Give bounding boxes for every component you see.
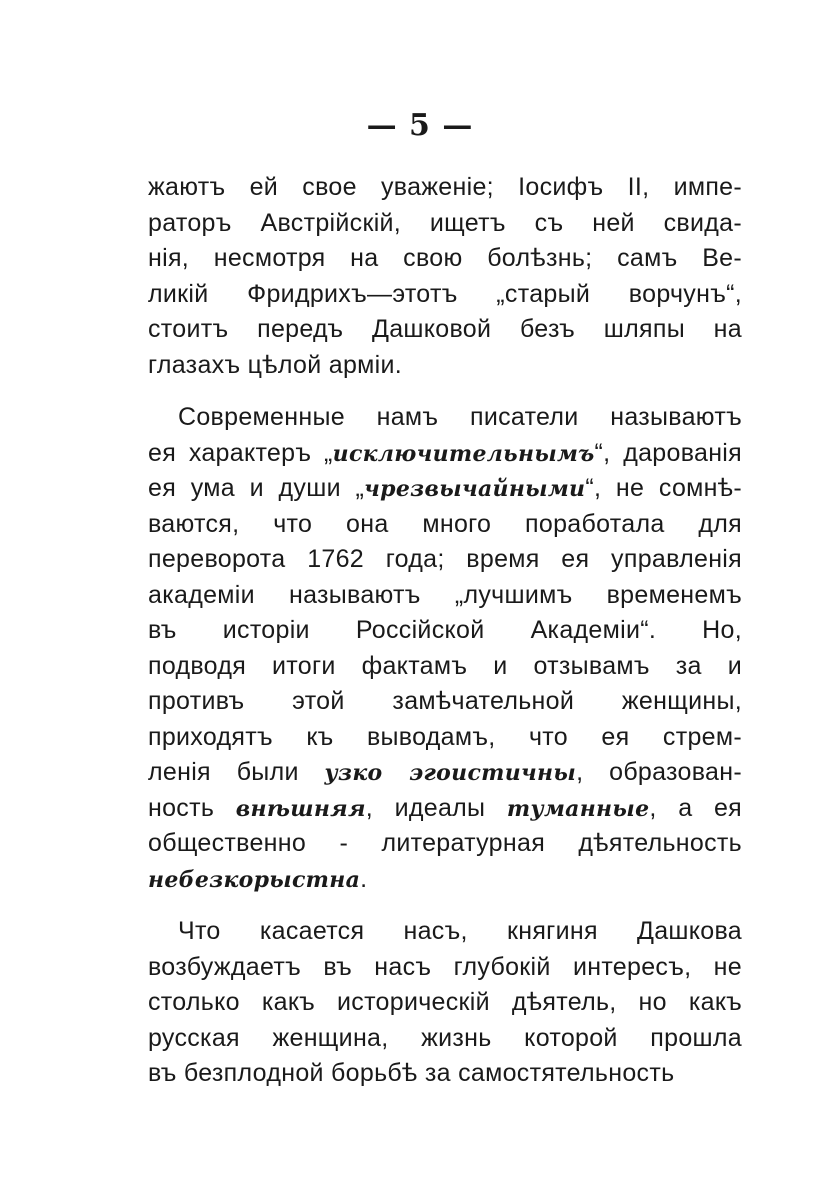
- text-run: Что касается насъ, княгиня Дашкова: [178, 917, 742, 945]
- text-line: [148, 312, 742, 348]
- text-run: возбуждаетъ въ насъ глубокій интересъ, не: [148, 952, 742, 981]
- text-run: подводя итоги фактамъ и отзывамъ за и: [148, 651, 742, 680]
- emphasized-text: исключительнымъ: [332, 440, 595, 467]
- text-line: [148, 241, 742, 277]
- text-run: русская женщина, жизнь которой прошла: [148, 1023, 742, 1052]
- text-line: [148, 950, 742, 986]
- emphasized-text: узко эгоистичны: [324, 760, 577, 786]
- text-run: приходятъ къ выводамъ, что ея стрем-: [148, 722, 742, 751]
- text-run: въ исторіи Россійской Академіи“. Но,: [148, 616, 742, 644]
- paragraph: [148, 400, 742, 897]
- text-line: [148, 542, 742, 578]
- paragraph-gap: [148, 383, 742, 400]
- text-run: , идеалы: [365, 793, 507, 822]
- text-line: [148, 684, 742, 720]
- text-run: раторъ Австрійскій, ищетъ съ ней свида-: [148, 208, 742, 237]
- text-line: [148, 649, 742, 685]
- text-line: [148, 862, 742, 898]
- text-run: академіи называютъ „лучшимъ временемъ: [148, 580, 742, 609]
- text-line: [148, 400, 742, 436]
- text-line: [148, 277, 742, 313]
- text-run: нія, несмотря на свою болѣзнь; самъ Ве-: [148, 244, 742, 272]
- paragraph: [148, 170, 742, 383]
- text-run: жаютъ ей свое уваженіе; Іосифъ II, импе-: [148, 173, 742, 201]
- text-run: ея характеръ „: [148, 438, 333, 467]
- text-line: [148, 206, 742, 242]
- text-run: ея ума и души „: [148, 474, 365, 502]
- text-line: [148, 755, 742, 791]
- text-line: [148, 826, 742, 862]
- text-line: [148, 578, 742, 614]
- emphasized-text: чрезвычайными: [364, 476, 586, 502]
- text-run: ленія были: [148, 758, 325, 786]
- text-line: [148, 914, 742, 950]
- text-line: [148, 348, 742, 384]
- text-line: [148, 170, 742, 206]
- text-line: [148, 791, 742, 827]
- text-run: .: [360, 864, 368, 893]
- text-line: [148, 613, 742, 649]
- paragraph-gap: [148, 897, 742, 914]
- text-line: [148, 471, 742, 507]
- text-line: [148, 1021, 742, 1057]
- emphasized-text: внѣшняя: [235, 795, 366, 822]
- text-run: стоитъ передъ Дашковой безъ шляпы на: [148, 315, 742, 343]
- emphasized-text: небезкорыстна: [148, 866, 361, 893]
- paragraph: [148, 914, 742, 1092]
- text-run: “, дарованія: [594, 438, 742, 467]
- text-line: [148, 436, 742, 472]
- text-run: переворота 1762 года; время ея управленія: [148, 545, 742, 573]
- text-run: въ безплодной борьбѣ за самостятельность: [148, 1059, 675, 1087]
- text-run: Современные намъ писатели называютъ: [178, 403, 742, 431]
- text-run: , образован-: [576, 758, 742, 786]
- text-line: [148, 985, 742, 1021]
- text-line: [148, 1056, 742, 1092]
- text-run: , а ея: [649, 793, 743, 822]
- text-run: ность: [148, 793, 236, 822]
- text-run: столько какъ историческій дѣятель, но какъ: [148, 988, 742, 1016]
- text-run: ликій Фридрихъ—этотъ „старый ворчунъ“,: [148, 279, 742, 308]
- text-run: “, не сомнѣ-: [585, 474, 743, 502]
- body-text: [148, 170, 742, 1092]
- page-number: — 5 —: [366, 108, 474, 143]
- text-run: общественно - литературная дѣятельность: [148, 829, 742, 857]
- text-line: [148, 507, 742, 543]
- emphasized-text: туманные: [506, 795, 650, 822]
- text-run: противъ этой замѣчательной женщины,: [148, 687, 742, 715]
- text-run: глазахъ цѣлой арміи.: [148, 350, 402, 379]
- text-line: [148, 720, 742, 756]
- text-run: ваются, что она много поработала для: [148, 509, 742, 538]
